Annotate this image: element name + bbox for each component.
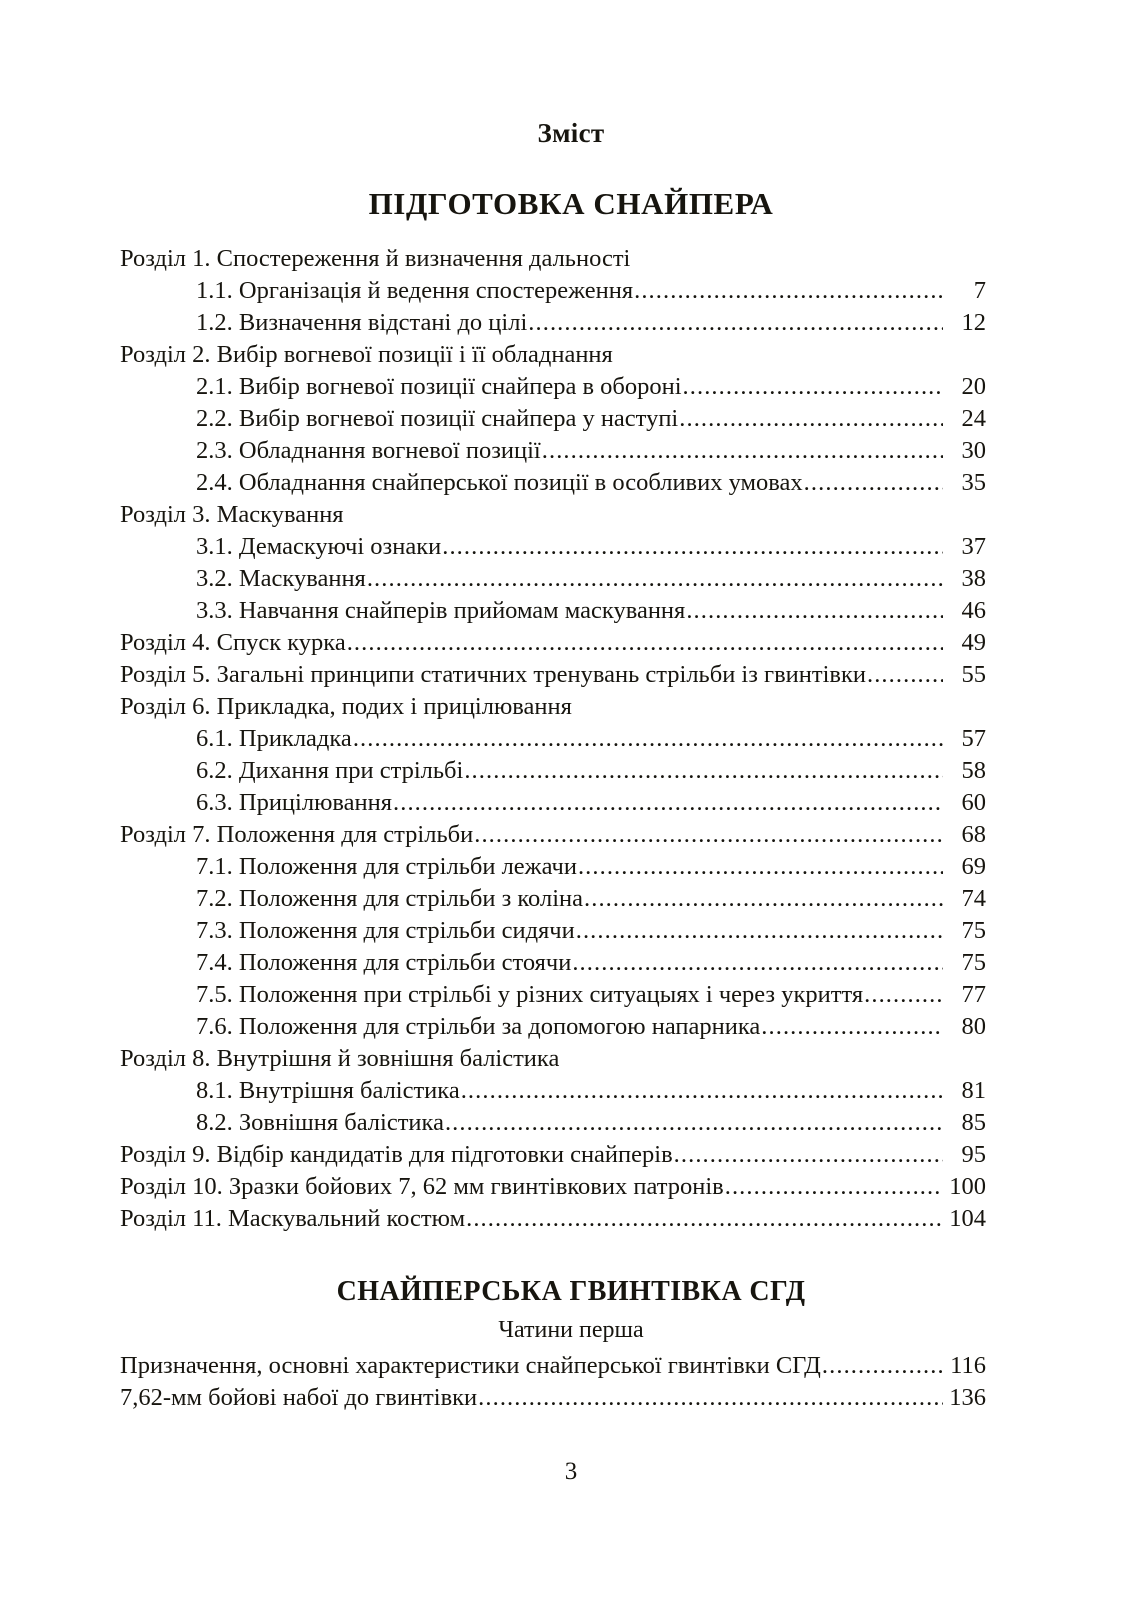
toc-subentry[interactable] (120, 787, 986, 819)
toc-entry-page-number: 116 (950, 1352, 986, 1379)
toc-entry[interactable] (120, 627, 986, 659)
toc-subentry[interactable] (120, 371, 986, 403)
toc-entry-label: Розділ 11. Маскувальний костюм (120, 1205, 466, 1232)
toc-entry-label: 7.1. Положення для стрільби лежачи (196, 853, 577, 880)
toc-leader-dots (761, 1011, 943, 1043)
toc-entry-label: 7.5. Положення при стрільбі у різних ситуацыях і через укриття (196, 981, 864, 1008)
toc-entry-page-number: 75 (961, 917, 986, 944)
toc-subentry[interactable] (120, 563, 986, 595)
toc-entry-page-number: 12 (961, 309, 986, 336)
toc-entry[interactable] (120, 1382, 986, 1414)
toc-entry-label: 2.2. Вибір вогневої позиції снайпера у наступі (196, 405, 679, 432)
toc-entry-label: Розділ 10. Зразки бойових 7, 62 мм гвинтівкових патронів (120, 1173, 724, 1200)
toc-subentry[interactable] (120, 915, 986, 947)
toc-entry[interactable] (120, 659, 986, 691)
toc-leader-dots (683, 371, 943, 403)
toc-subentry[interactable] (120, 467, 986, 499)
toc-leader-dots (478, 1382, 943, 1414)
toc-subentry[interactable] (120, 595, 986, 627)
toc-entry-page-number: 80 (961, 1013, 986, 1040)
toc-entry-page-number: 55 (961, 661, 986, 688)
toc-entry-label: 7,62-мм бойові набої до гвинтівки (120, 1384, 478, 1411)
part-two-subheading: Чатини перша (498, 1317, 644, 1343)
toc-entry-page-number: 20 (961, 373, 986, 400)
toc-entry-page-number: 68 (961, 821, 986, 848)
toc-entry-label: 6.3. Прицілювання (196, 789, 392, 816)
toc-leader-dots (367, 563, 943, 595)
toc-entry-page-number: 35 (961, 469, 986, 496)
toc-leader-dots (528, 307, 943, 339)
toc-entry[interactable] (120, 819, 986, 851)
toc-entry-page-number: 46 (961, 597, 986, 624)
toc-entry-page-number: 85 (961, 1109, 986, 1136)
toc-leader-dots (347, 627, 943, 659)
toc-subentry[interactable] (120, 755, 986, 787)
toc-subentry[interactable] (120, 435, 986, 467)
toc-entry-page-number: 100 (949, 1173, 986, 1200)
toc-entry-label: 1.2. Визначення відстані до цілі (196, 309, 528, 336)
toc-entry-label: Розділ 2. Вибір вогневої позиції і її обладнання (120, 341, 613, 368)
toc-leader-dots (445, 1107, 943, 1139)
toc-entry[interactable] (120, 339, 986, 371)
toc-subentry[interactable] (120, 851, 986, 883)
toc-entry-label: Розділ 3. Маскування (120, 501, 344, 528)
toc-entry-page-number: 49 (961, 629, 986, 656)
toc-subentry[interactable] (120, 1107, 986, 1139)
toc-leader-dots (822, 1350, 943, 1382)
toc-leader-dots (466, 1203, 943, 1235)
toc-leader-dots (542, 435, 943, 467)
toc-entry-label: 6.2. Дихання при стрільбі (196, 757, 464, 784)
toc-entry-label: 6.1. Прикладка (196, 725, 352, 752)
toc-leader-dots (464, 755, 943, 787)
toc-entry-label: 7.2. Положення для стрільби з коліна (196, 885, 583, 912)
toc-subentry[interactable] (120, 723, 986, 755)
toc-entry-label: Розділ 9. Відбір кандидатів для підготовки снайперів (120, 1141, 673, 1168)
toc-entry-label: 1.1. Організація й ведення спостереження (196, 277, 634, 304)
toc-entry[interactable] (120, 1203, 986, 1235)
toc-subentry[interactable] (120, 1011, 986, 1043)
part-two-heading: СНАЙПЕРСЬКА ГВИНТІВКА СГД (336, 1276, 806, 1307)
toc-entry[interactable] (120, 1350, 986, 1382)
toc-leader-dots (867, 659, 943, 691)
table-of-contents (120, 243, 986, 1235)
toc-entry-label: Розділ 1. Спостереження й визначення дальності (120, 245, 631, 272)
toc-entry-label: Розділ 8. Внутрішня й зовнішня балістика (120, 1045, 560, 1072)
toc-leader-dots (576, 915, 943, 947)
part-one-heading: ПІДГОТОВКА СНАЙПЕРА (368, 186, 774, 221)
toc-subentry[interactable] (120, 883, 986, 915)
toc-subentry[interactable] (120, 307, 986, 339)
toc-entry-label: 2.3. Обладнання вогневої позиції (196, 437, 541, 464)
toc-subentry[interactable] (120, 275, 986, 307)
toc-leader-dots (679, 403, 943, 435)
toc-leader-dots (864, 979, 943, 1011)
toc-entry-page-number: 7 (973, 277, 986, 304)
toc-leader-dots (442, 531, 943, 563)
toc-entry[interactable] (120, 691, 986, 723)
toc-leader-dots (674, 1139, 943, 1171)
page-number-folio: 3 (564, 1458, 578, 1485)
toc-entry-page-number: 38 (961, 565, 986, 592)
toc-entry-label: Розділ 7. Положення для стрільби (120, 821, 474, 848)
toc-entry-page-number: 24 (961, 405, 986, 432)
toc-entry[interactable] (120, 1171, 986, 1203)
toc-entry-page-number: 104 (949, 1205, 986, 1232)
toc-subentry[interactable] (120, 947, 986, 979)
page-title: Зміст (537, 118, 605, 148)
toc-entry-page-number: 75 (961, 949, 986, 976)
toc-entry-label: Призначення, основні характеристики снайперської гвинтівки СГД (120, 1352, 821, 1379)
toc-entry[interactable] (120, 1139, 986, 1171)
toc-entry-page-number: 95 (961, 1141, 986, 1168)
toc-entry-page-number: 74 (961, 885, 986, 912)
toc-entry-label: 7.4. Положення для стрільби стоячи (196, 949, 572, 976)
toc-entry-label: Розділ 5. Загальні принципи статичних тренувань стрільби із гвинтівки (120, 661, 866, 688)
toc-entry-page-number: 30 (961, 437, 986, 464)
toc-entry-page-number: 57 (961, 725, 986, 752)
toc-entry-page-number: 77 (961, 981, 986, 1008)
toc-entry-page-number: 136 (949, 1384, 986, 1411)
toc-leader-dots (634, 275, 943, 307)
toc-subentry[interactable] (120, 403, 986, 435)
toc-entry-label: 2.4. Обладнання снайперської позиції в особливих умовах (196, 469, 803, 496)
toc-entry-label: 8.2. Зовнішня балістика (196, 1109, 444, 1136)
toc-entry-label: Розділ 6. Прикладка, подих і прицілювання (120, 693, 572, 720)
toc-entry-page-number: 37 (961, 533, 986, 560)
toc-entry-page-number: 69 (961, 853, 986, 880)
toc-entry-page-number: 58 (961, 757, 986, 784)
toc-entry-label: 8.1. Внутрішня балістика (196, 1077, 460, 1104)
toc-entry-page-number: 81 (961, 1077, 986, 1104)
toc-entry[interactable] (120, 243, 986, 275)
toc-leader-dots (725, 1171, 943, 1203)
toc-subentry[interactable] (120, 531, 986, 563)
toc-entry-label: 3.1. Демаскуючі ознаки (196, 533, 442, 560)
toc-entry-label: 2.1. Вибір вогневої позиції снайпера в обороні (196, 373, 682, 400)
toc-entry[interactable] (120, 1043, 986, 1075)
toc-leader-dots (804, 467, 943, 499)
toc-entry-label: 7.3. Положення для стрільби сидячи (196, 917, 575, 944)
toc-leader-dots (584, 883, 943, 915)
toc-entry-page-number: 60 (961, 789, 986, 816)
table-of-contents-part-two (120, 1350, 986, 1414)
toc-leader-dots (393, 787, 943, 819)
toc-leader-dots (578, 851, 943, 883)
toc-entry[interactable] (120, 499, 986, 531)
toc-leader-dots (686, 595, 943, 627)
toc-leader-dots (474, 819, 943, 851)
toc-entry-label: 7.6. Положення для стрільби за допомогою напарника (196, 1013, 761, 1040)
toc-leader-dots (572, 947, 943, 979)
toc-subentry[interactable] (120, 979, 986, 1011)
toc-subentry[interactable] (120, 1075, 986, 1107)
toc-leader-dots (353, 723, 943, 755)
toc-entry-label: 3.2. Маскування (196, 565, 366, 592)
toc-entry-label: 3.3. Навчання снайперів прийомам маскування (196, 597, 686, 624)
toc-entry-label: Розділ 4. Спуск курка (120, 629, 346, 656)
toc-leader-dots (461, 1075, 943, 1107)
